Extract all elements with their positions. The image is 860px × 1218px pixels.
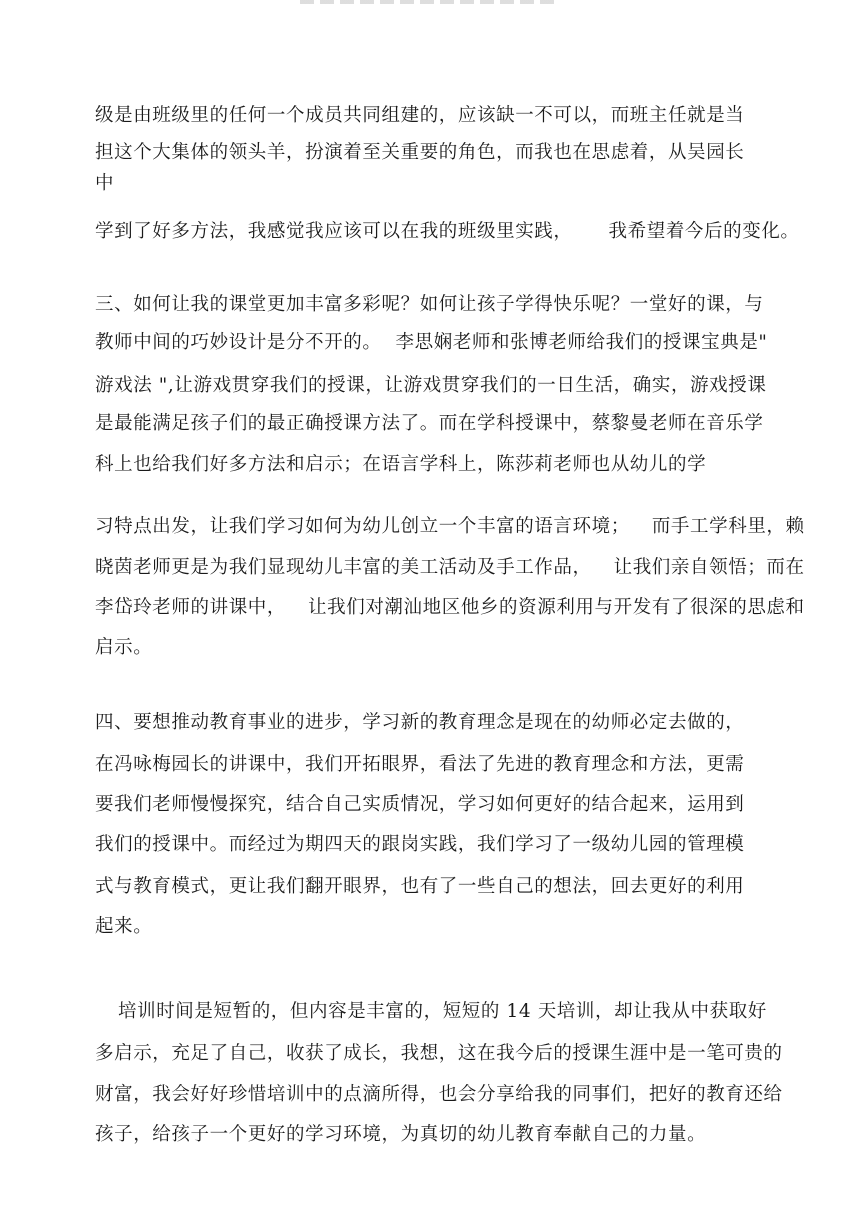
text-span: 让我们亲自领悟；而在 bbox=[613, 557, 805, 578]
text-span: 我希望着今后的变化。 bbox=[608, 221, 800, 242]
text-line: 要我们老师慢慢探究，结合自己实质情况，学习如何更好的结合起来，运用到 bbox=[95, 794, 745, 815]
text-line: 我们的授课中。而经过为期四天的跟岗实践，我们学习了一级幼儿园的管理模 bbox=[95, 834, 745, 855]
text-line: 培训时间是短暂的，但内容是丰富的，短短的 14 天培训，却让我从中获取好 bbox=[118, 1001, 767, 1022]
text-line: 式与教育模式，更让我们翻开眼界，也有了一些自己的想法，回去更好的利用 bbox=[95, 876, 745, 897]
text-line bbox=[95, 515, 805, 539]
text-line bbox=[95, 556, 805, 580]
text-span: 晓茵老师更是为我们显现幼儿丰富的美工活动及手工作品， bbox=[95, 557, 592, 578]
text-line: 三、如何让我的课堂更加丰富多彩呢？如何让孩子学得快乐呢？一堂好的课，与 bbox=[95, 294, 764, 315]
text-span: 教师中间的巧妙设计是分不开的。 bbox=[95, 332, 382, 353]
text-line: 孩子，给孩子一个更好的学习环境，为真切的幼儿教育奉献自己的力量。 bbox=[95, 1124, 707, 1145]
text-span: 学到了好多方法，我感觉我应该可以在我的班级里实践， bbox=[95, 221, 573, 242]
text-line bbox=[95, 596, 805, 620]
text-line: 四、要想推动教育事业的进步，学习新的教育理念是现在的幼师必定去做的， bbox=[95, 712, 745, 733]
text-line: 起来。 bbox=[95, 916, 153, 937]
text-span: 让我们对潮汕地区他乡的资源利用与开发有了很深的思虑和 bbox=[308, 597, 805, 618]
text-line: 级是由班级里的任何一个成员共同组建的，应该缺一不可以，而班主任就是当 bbox=[95, 105, 745, 126]
text-line: 多启示，充足了自己，收获了成长，我想，这在我今后的授课生涯中是一笔可贵的 bbox=[95, 1043, 783, 1064]
text-line: 财富，我会好好珍惜培训中的点滴所得，也会分享给我的同事们，把好的教育还给 bbox=[95, 1084, 783, 1105]
text-line bbox=[95, 220, 800, 244]
text-line: 是最能满足孩子们的最正确授课方法了。而在学科授课中，蔡黎曼老师在音乐学 bbox=[95, 413, 764, 434]
text-span: 而手工学科里，赖 bbox=[651, 516, 805, 537]
text-line: 中 bbox=[95, 173, 115, 194]
text-line: 科上也给我们好多方法和启示；在语言学科上，陈莎莉老师也从幼儿的学 bbox=[95, 454, 707, 475]
text-span: 习特点出发，让我们学习如何为幼儿创立一个丰富的语言环境； bbox=[95, 516, 630, 537]
text-line bbox=[95, 331, 768, 355]
text-line: 担这个大集体的领头羊，扮演着至关重要的角色，而我也在思虑着，从吴园长 bbox=[95, 142, 745, 163]
text-span: 李岱玲老师的讲课中， bbox=[95, 597, 287, 618]
text-span: 李思娴老师和张博老师给我们的授课宝典是" bbox=[395, 332, 768, 353]
text-line: 启示。 bbox=[95, 637, 153, 658]
header-artifact bbox=[300, 0, 560, 4]
text-line: 游戏法 ",让游戏贯穿我们的授课，让游戏贯穿我们的一日生活，确实，游戏授课 bbox=[95, 375, 767, 396]
text-line: 在冯咏梅园长的讲课中，我们开拓眼界，看法了先进的教育理念和方法，更需 bbox=[95, 754, 745, 775]
